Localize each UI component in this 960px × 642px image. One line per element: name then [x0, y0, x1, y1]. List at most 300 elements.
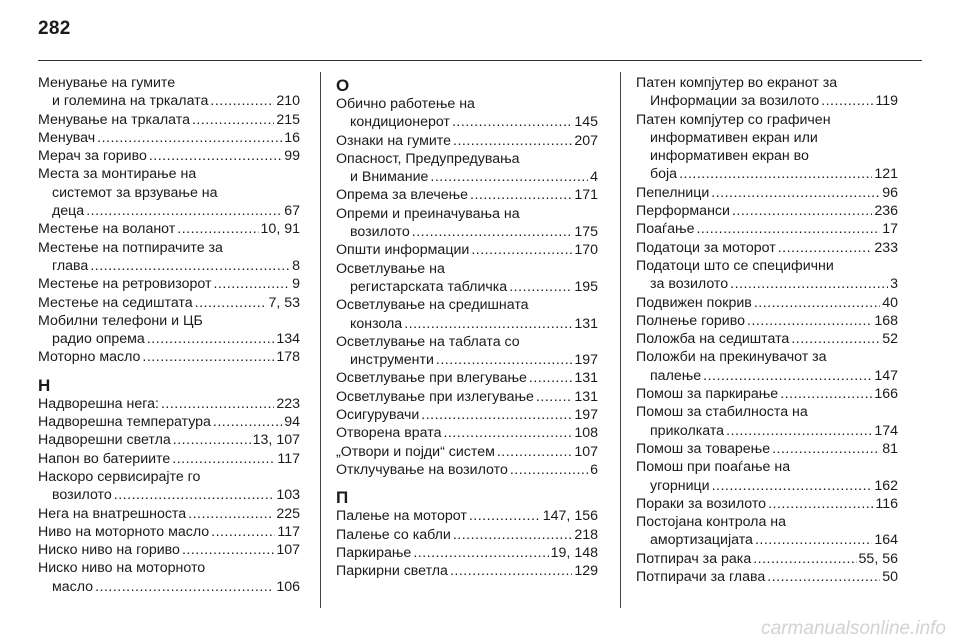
- page-reference: 52: [882, 331, 898, 348]
- entry-row: [38, 486, 300, 504]
- entry-text: Мерач за гориво: [38, 148, 147, 165]
- index-entry: [336, 507, 598, 525]
- entry-text: Менување на гумите: [38, 75, 176, 91]
- page-reference: 116: [875, 495, 898, 512]
- entry-row: [336, 186, 598, 204]
- entry-row: [38, 541, 300, 559]
- entry-row: [636, 385, 898, 403]
- page-reference: 131: [574, 370, 598, 387]
- index-entry: [336, 544, 598, 562]
- entry-text: Местење на седиштата: [38, 294, 193, 311]
- entry-text: Подвижен покрив: [636, 294, 752, 311]
- dot-leader: [188, 505, 274, 523]
- dot-leader: [778, 239, 873, 257]
- index-entry: [336, 150, 598, 187]
- page-reference: 13, 107: [252, 432, 300, 449]
- entry-text: Надворешни светла: [38, 432, 171, 449]
- entry-row: [636, 495, 898, 513]
- entry-text: Надворешна нега:: [38, 395, 159, 412]
- entry-text: Осигурувачи: [336, 407, 420, 424]
- entry-row: [636, 239, 898, 257]
- index-entry: [38, 505, 300, 523]
- entry-row: [336, 526, 598, 544]
- entry-row: [336, 241, 598, 259]
- entry-text: Палење на моторот: [336, 508, 467, 525]
- entry-text: угорници: [650, 477, 710, 494]
- dot-leader: [754, 294, 880, 312]
- entry-text: деца: [52, 203, 85, 220]
- index-entry: [336, 333, 598, 370]
- entry-text: и Внимание: [350, 169, 429, 186]
- section-letter: О: [336, 76, 350, 95]
- index-entry: [636, 403, 898, 440]
- dot-leader: [696, 220, 880, 238]
- entry-text: Менувач: [38, 129, 96, 146]
- entry-text: Мобилни телефони и ЦБ: [38, 312, 203, 329]
- entry-text: кондиционерот: [350, 114, 450, 131]
- entry-row: [336, 461, 598, 479]
- index-entry: [336, 424, 598, 442]
- dot-leader: [211, 523, 275, 541]
- index-entry: [38, 559, 300, 596]
- entry-text: Обично работење на: [336, 96, 475, 112]
- index-entry: [636, 220, 898, 238]
- page-reference: 67: [284, 203, 300, 220]
- index-entry: [38, 111, 300, 129]
- dot-leader: [443, 424, 572, 442]
- entry-text: Местење на потпирачите за: [38, 239, 223, 256]
- entry-text: глава: [52, 257, 89, 274]
- page-reference: 147: [874, 367, 898, 384]
- dot-leader: [90, 257, 290, 275]
- dot-leader: [430, 168, 588, 186]
- entry-text: Местење на ретровизорот: [38, 276, 212, 293]
- entry-text: Потпирач за рака: [636, 550, 752, 567]
- entry-row: [636, 294, 898, 312]
- entry-text: масло: [52, 578, 94, 595]
- index-entry: [38, 275, 300, 293]
- page-reference: 175: [574, 224, 598, 241]
- dot-leader: [97, 129, 282, 147]
- dot-leader: [755, 531, 872, 549]
- entry-row: [336, 424, 598, 442]
- page-reference: 81: [882, 440, 898, 457]
- watermark: carmanualsonline.info: [761, 618, 946, 639]
- page-reference: 10, 91: [260, 221, 300, 238]
- dot-leader: [86, 202, 282, 220]
- entry-row: [636, 184, 898, 202]
- index-column-1: [38, 74, 300, 596]
- entry-row: [38, 348, 300, 366]
- page-reference: 197: [574, 407, 598, 424]
- page-reference: 40: [882, 294, 898, 311]
- entry-row: [38, 505, 300, 523]
- entry-text: и големина на тркалата: [52, 93, 209, 110]
- page-reference: 174: [874, 422, 898, 439]
- entry-text: „Отвори и појди“ систем: [336, 443, 495, 460]
- entry-row: [636, 202, 898, 220]
- entry-row: [336, 562, 598, 580]
- entry-row: [336, 544, 598, 562]
- dot-leader: [529, 369, 572, 387]
- page-reference: 218: [574, 526, 598, 543]
- index-entry: [636, 513, 898, 550]
- entry-text: Моторно масло: [38, 349, 141, 366]
- index-entry: [336, 241, 598, 259]
- entry-row: [636, 531, 898, 549]
- entry-text: Осветлување на таблата со: [336, 333, 520, 350]
- entry-row: [636, 330, 898, 348]
- dot-leader: [173, 431, 251, 449]
- index-entry: [336, 369, 598, 387]
- page-reference: 207: [574, 132, 598, 149]
- entry-text: палење: [650, 367, 702, 384]
- index-entry: [38, 147, 300, 165]
- page-reference: 8: [292, 257, 300, 274]
- entry-row: [636, 367, 898, 385]
- page-reference: 108: [574, 425, 598, 442]
- page-reference: 6: [590, 461, 598, 478]
- entry-row: [636, 440, 898, 458]
- dot-leader: [453, 132, 572, 150]
- header-rule: [38, 60, 922, 61]
- index-entry: [38, 220, 300, 238]
- dot-leader: [412, 223, 573, 241]
- dot-leader: [772, 440, 880, 458]
- entry-row: [336, 132, 598, 150]
- entry-text: Перформанси: [636, 203, 730, 220]
- page-reference: 131: [574, 388, 598, 405]
- index-entry: [38, 239, 300, 276]
- page-reference: 162: [874, 477, 898, 494]
- entry-text: Полнење гориво: [636, 312, 745, 329]
- column-divider: [320, 72, 321, 608]
- dot-leader: [536, 388, 572, 406]
- section-letter: П: [336, 488, 349, 508]
- section-letter: Н: [38, 375, 51, 395]
- dot-leader: [470, 186, 572, 204]
- entry-text: Надворешна температура: [38, 414, 211, 431]
- dot-leader: [450, 562, 572, 580]
- index-entry: [336, 296, 598, 333]
- dot-leader: [149, 147, 282, 165]
- index-entry: [38, 523, 300, 541]
- index-entry: [336, 132, 598, 150]
- page-reference: 233: [874, 239, 898, 256]
- entry-row: [38, 578, 300, 596]
- entry-text: Осветлување на средишната: [336, 297, 529, 314]
- page-reference: 4: [590, 169, 598, 186]
- page-reference: 103: [276, 487, 300, 504]
- dot-leader: [753, 550, 856, 568]
- entry-row: [636, 220, 898, 238]
- index-entry: [336, 461, 598, 479]
- page-reference: 9: [292, 276, 300, 293]
- page-reference: 131: [574, 315, 598, 332]
- index-entry: [636, 440, 898, 458]
- page-reference: 121: [874, 166, 898, 183]
- entry-text: информативен екран во: [650, 148, 809, 165]
- index-entry: [38, 74, 300, 111]
- page-reference: 119: [875, 93, 898, 110]
- dot-leader: [161, 395, 274, 413]
- entry-text: радио опрема: [52, 331, 145, 348]
- entry-row: [336, 507, 598, 525]
- dot-leader: [436, 351, 572, 369]
- page-reference: 106: [276, 578, 300, 595]
- entry-row: [336, 351, 598, 369]
- entry-text: Поаѓање: [636, 221, 695, 238]
- dot-leader: [213, 413, 282, 431]
- entry-text: за возилото: [650, 276, 729, 293]
- dot-leader: [471, 241, 572, 259]
- entry-row: [38, 330, 300, 348]
- entry-text: приколката: [650, 422, 725, 439]
- entry-row: [336, 113, 598, 131]
- page-reference: 55, 56: [858, 550, 898, 567]
- entry-row: [336, 406, 598, 424]
- entry-text: амортизацијата: [650, 532, 753, 549]
- page-reference: 50: [882, 569, 898, 586]
- page-reference: 210: [276, 93, 300, 110]
- entry-row: [636, 568, 898, 586]
- entry-text: боја: [650, 166, 678, 183]
- index-entry: [636, 568, 898, 586]
- page-reference: 96: [882, 184, 898, 201]
- entry-text: Нега на внатрешноста: [38, 505, 187, 522]
- entry-text: Отклучување на возилото: [336, 461, 508, 478]
- index-entry: [636, 458, 898, 495]
- entry-row: [636, 92, 898, 110]
- entry-text: Пепелници: [636, 184, 710, 201]
- entry-text: Положби на прекинувачот за: [636, 349, 827, 366]
- index-entry: [336, 186, 598, 204]
- page-reference: 166: [874, 386, 898, 403]
- index-entry: [336, 388, 598, 406]
- dot-leader: [821, 92, 873, 110]
- index-entry: [336, 406, 598, 424]
- index-entry: [636, 330, 898, 348]
- page-reference: 147, 156: [542, 508, 598, 525]
- dot-leader: [711, 184, 880, 202]
- entry-text: Помош за паркирање: [636, 386, 779, 403]
- entry-row: [336, 388, 598, 406]
- entry-text: Патен компјутер во екранот за: [636, 75, 838, 91]
- dot-leader: [182, 541, 274, 559]
- page-reference: 145: [574, 114, 598, 131]
- dot-leader: [192, 111, 274, 129]
- entry-text: возилото: [52, 487, 112, 504]
- page-reference: 164: [874, 532, 898, 549]
- page-reference: 134: [276, 331, 300, 348]
- dot-leader: [791, 330, 880, 348]
- entry-row: [636, 165, 898, 183]
- entry-row: [38, 450, 300, 468]
- dot-leader: [509, 278, 572, 296]
- entry-text: Напон во батериите: [38, 450, 171, 467]
- entry-row: [38, 395, 300, 413]
- index-entry: [636, 385, 898, 403]
- index-entry: [38, 165, 300, 220]
- entry-row: [38, 294, 300, 312]
- entry-row: [38, 523, 300, 541]
- entry-text: Потпирачи за глава: [636, 569, 766, 586]
- entry-row: [336, 278, 598, 296]
- dot-leader: [730, 275, 888, 293]
- index-entry: [336, 443, 598, 461]
- entry-text: системот за врзување на: [52, 184, 218, 201]
- index-column-2: [336, 74, 598, 580]
- entry-text: Податоци за моторот: [636, 239, 776, 256]
- entry-row: [38, 111, 300, 129]
- dot-leader: [510, 461, 588, 479]
- entry-text: Осветлување при влегување: [336, 370, 527, 387]
- dot-leader: [213, 275, 290, 293]
- entry-row: [38, 92, 300, 110]
- index-entry: [636, 550, 898, 568]
- dot-leader: [142, 348, 274, 366]
- entry-row: [38, 257, 300, 275]
- dot-leader: [780, 385, 872, 403]
- index-entry: [336, 260, 598, 297]
- page-reference: 178: [276, 349, 300, 366]
- entry-row: [38, 220, 300, 238]
- dot-leader: [147, 330, 275, 348]
- dot-leader: [497, 443, 572, 461]
- entry-row: [38, 202, 300, 220]
- dot-leader: [726, 422, 872, 440]
- entry-text: Општи информации: [336, 242, 470, 259]
- entry-text: Опреми и преиначувања на: [336, 205, 520, 222]
- page-reference: 99: [284, 148, 300, 165]
- entry-text: Паркирање: [336, 544, 412, 561]
- page-number: 282: [38, 18, 71, 39]
- dot-leader: [452, 113, 572, 131]
- dot-leader: [413, 544, 548, 562]
- entry-text: Палење со кабли: [336, 526, 451, 543]
- entry-text: Ниско ниво на гориво: [38, 542, 180, 559]
- index-entry: [636, 184, 898, 202]
- index-entry: [636, 111, 898, 184]
- page-reference: 171: [574, 187, 598, 204]
- index-entry: [636, 312, 898, 330]
- entry-text: Паркирни светла: [336, 563, 448, 580]
- index-entry: [636, 348, 898, 385]
- dot-leader: [172, 450, 275, 468]
- entry-text: регистарската табличка: [350, 278, 508, 295]
- index-entry: [336, 526, 598, 544]
- page-reference: 129: [574, 563, 598, 580]
- index-entry: [38, 129, 300, 147]
- entry-text: Пораки за возилото: [636, 495, 767, 512]
- page-reference: 16: [284, 129, 300, 146]
- index-entry: [38, 541, 300, 559]
- entry-text: Помош за товарење: [636, 440, 771, 457]
- entry-text: Наскоро сервисирајте го: [38, 468, 201, 485]
- dot-leader: [114, 486, 275, 504]
- page-reference: 225: [276, 505, 300, 522]
- dot-leader: [421, 406, 572, 424]
- index-entry: [38, 450, 300, 468]
- page-reference: 197: [574, 352, 598, 369]
- entry-text: Осветлување при излегување: [336, 388, 534, 405]
- entry-text: Информации за возилото: [650, 93, 820, 110]
- index-entry: [636, 294, 898, 312]
- entry-text: Осветлување на: [336, 260, 445, 277]
- index-entry: [38, 468, 300, 505]
- index-entry: [38, 395, 300, 413]
- page-reference: 223: [276, 395, 300, 412]
- index-entry: [336, 95, 598, 132]
- page-reference: 168: [874, 312, 898, 329]
- page-reference: 117: [277, 450, 300, 467]
- entry-row: [636, 275, 898, 293]
- entry-text: инструменти: [350, 352, 434, 369]
- entry-row: [336, 315, 598, 333]
- entry-text: Опасност, Предупредувања: [336, 150, 520, 167]
- index-entry: [636, 257, 898, 294]
- page-reference: 94: [284, 414, 300, 431]
- index-entry: [636, 239, 898, 257]
- dot-leader: [768, 495, 873, 513]
- entry-row: [38, 413, 300, 431]
- page-reference: 195: [574, 278, 598, 295]
- page-reference: 7, 53: [268, 294, 300, 311]
- column-divider: [620, 72, 621, 608]
- entry-text: Ниво на моторното масло: [38, 523, 210, 540]
- dot-leader: [453, 526, 573, 544]
- index-entry: [38, 312, 300, 349]
- entry-text: Ознаки на гумите: [336, 132, 452, 149]
- entry-row: [336, 168, 598, 186]
- entry-row: [38, 431, 300, 449]
- entry-text: Менување на тркалата: [38, 111, 190, 128]
- page-reference: 117: [277, 523, 300, 540]
- entry-row: [38, 129, 300, 147]
- entry-text: Помош при поаѓање на: [636, 459, 791, 476]
- index-entry: [336, 562, 598, 580]
- index-entry: [38, 413, 300, 431]
- index-entry: [636, 74, 898, 111]
- dot-leader: [732, 202, 872, 220]
- entry-text: возилото: [350, 224, 410, 241]
- page-reference: 17: [882, 221, 898, 238]
- entry-text: Ниско ниво на моторното: [38, 560, 206, 577]
- page-reference: 3: [890, 276, 898, 293]
- entry-text: Помош за стабилноста на: [636, 404, 808, 421]
- dot-leader: [469, 507, 541, 525]
- dot-leader: [95, 578, 274, 596]
- page-reference: 19, 148: [550, 544, 598, 561]
- entry-row: [636, 422, 898, 440]
- entry-row: [336, 443, 598, 461]
- index-entry: [38, 294, 300, 312]
- dot-leader: [210, 92, 274, 110]
- dot-leader: [747, 312, 872, 330]
- dot-leader: [703, 367, 872, 385]
- entry-row: [636, 312, 898, 330]
- dot-leader: [767, 568, 880, 586]
- index-entry: [336, 205, 598, 242]
- dot-leader: [712, 477, 873, 495]
- index-entry: [38, 431, 300, 449]
- entry-row: [336, 369, 598, 387]
- entry-row: [636, 477, 898, 495]
- dot-leader: [404, 315, 572, 333]
- page-reference: 170: [574, 242, 598, 259]
- entry-text: Положба на седиштата: [636, 331, 790, 348]
- page-reference: 215: [276, 111, 300, 128]
